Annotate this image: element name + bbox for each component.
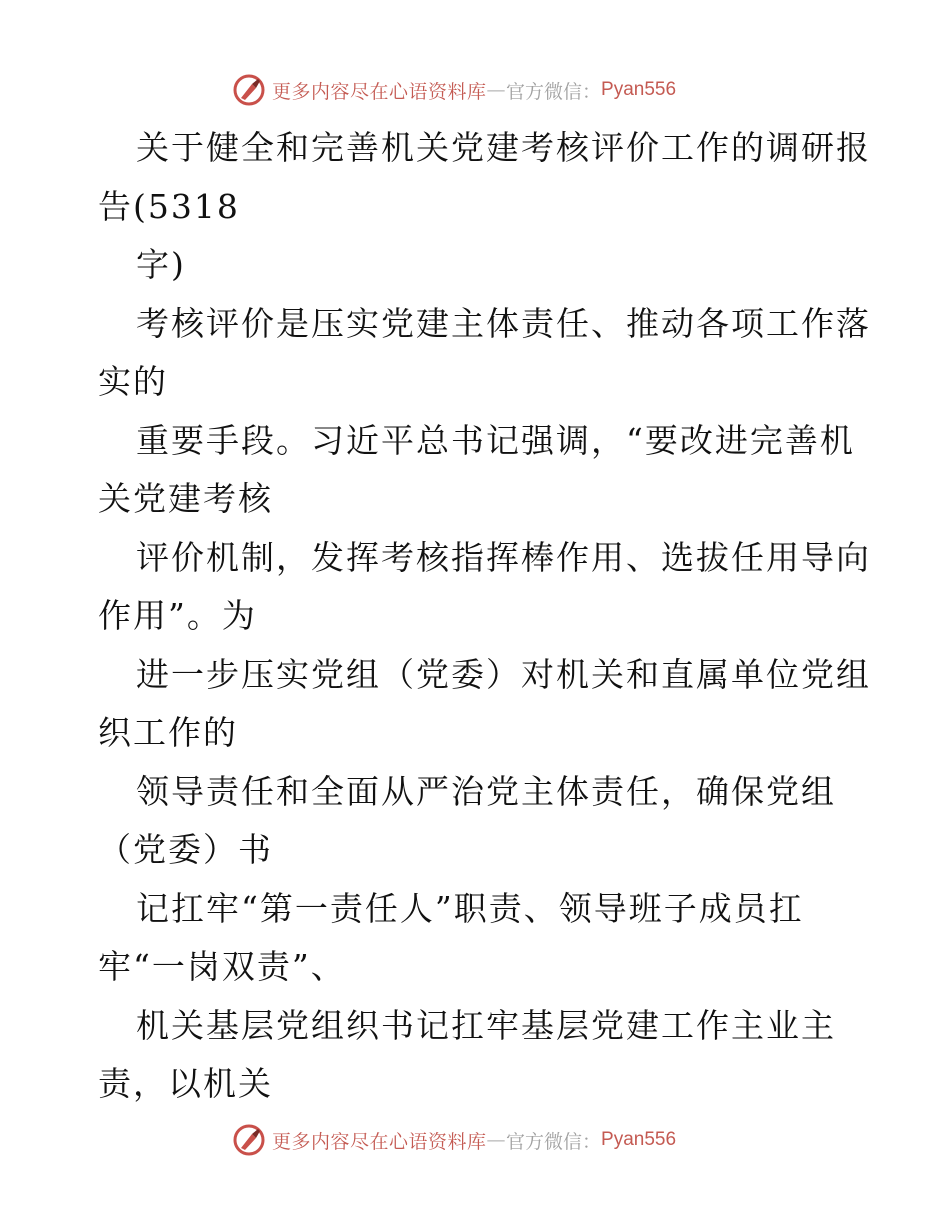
text-line: 牢“一岗双责”、 (98, 947, 346, 986)
text-line: 领导责任和全面从严治党主体责任，确保党组 (136, 772, 836, 811)
text-line: 织工作的 (98, 713, 238, 752)
text-line: 评价机制，发挥考核指挥棒作用、选拔任用导向 (136, 538, 871, 577)
banner-main-text: 更多内容尽在心语资料库 (272, 1130, 487, 1153)
text-line: 考核评价是压实党建主体责任、推动各项工作落 (136, 304, 871, 343)
banner-wechat-account: Pyan556 (601, 1129, 677, 1150)
text-line: 关党建考核 (98, 479, 273, 518)
text-line: 记扛牢“第一责任人”职责、领导班子成员扛 (136, 889, 804, 928)
text-line: 机关基层党组织书记扛牢基层党建工作主业主 (136, 1006, 836, 1045)
banner-dash: — (486, 79, 507, 101)
footer-banner (232, 1122, 676, 1158)
text-line: （党委）书 (98, 830, 273, 869)
text-line: 字) (136, 245, 186, 284)
text-line: 告(5318 (98, 187, 240, 226)
text-line: 进一步压实党组（党委）对机关和直属单位党组 (136, 655, 871, 694)
banner-dash: — (486, 1129, 507, 1151)
text-line: 重要手段。习近平总书记强调，“要改进完善机 (136, 421, 855, 460)
pen-nib-logo-icon (232, 1123, 266, 1157)
text-line: 关于健全和完善机关党建考核评价工作的调研报 (136, 128, 871, 167)
banner-main-text: 更多内容尽在心语资料库 (272, 80, 487, 103)
text-line: 实的 (98, 362, 168, 401)
text-line: 作用”。为 (98, 596, 257, 635)
banner-wechat-label: 官方微信： (506, 80, 602, 103)
text-line: 责，以机关 (98, 1064, 273, 1103)
banner-wechat-label: 官方微信： (506, 1130, 602, 1153)
banner-wechat-account: Pyan556 (601, 79, 677, 100)
